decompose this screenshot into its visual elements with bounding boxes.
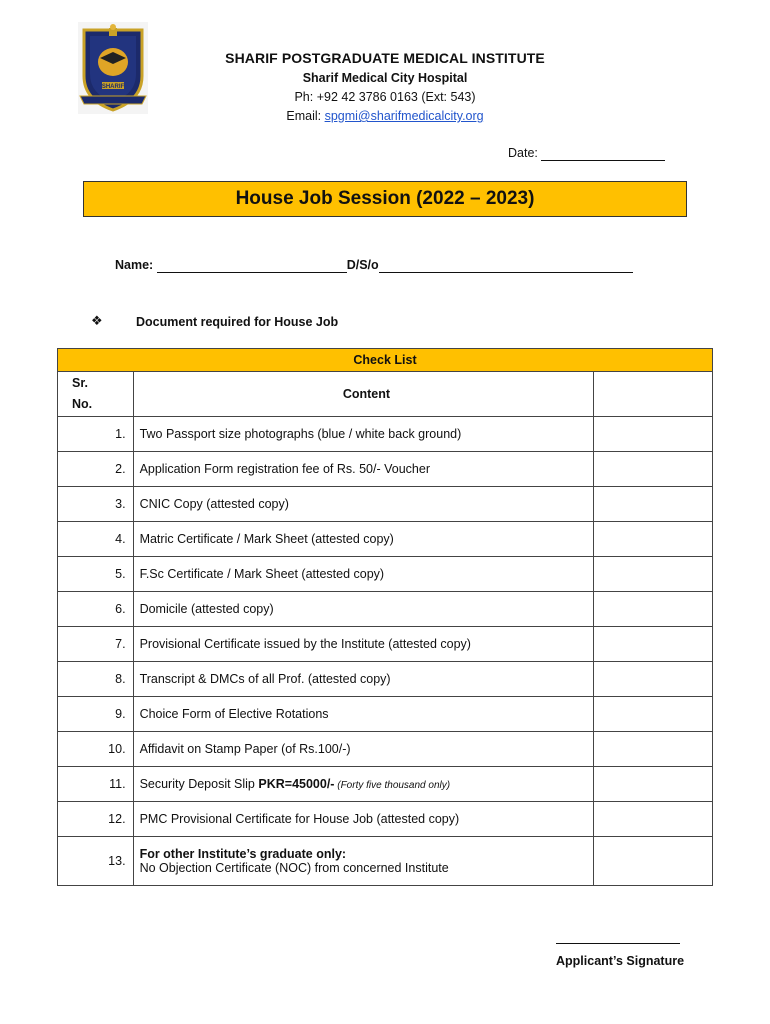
email-link[interactable]: spgmi@sharifmedicalcity.org xyxy=(324,109,484,123)
row-check-box[interactable] xyxy=(594,837,713,886)
row-content: PMC Provisional Certificate for House Job (attested copy) xyxy=(133,802,594,837)
row-check-box[interactable] xyxy=(594,802,713,837)
checklist-title: Check List xyxy=(58,349,713,372)
row-check-box[interactable] xyxy=(594,767,713,802)
institute-logo xyxy=(78,22,148,114)
diamond-bullet-icon: ❖ xyxy=(91,313,103,328)
signature-label: Applicant’s Signature xyxy=(556,954,685,968)
name-field[interactable] xyxy=(115,258,633,273)
institute-name: SHARIF POSTGRADUATE MEDICAL INSTITUTE xyxy=(225,50,545,66)
row-sr-no: 3. xyxy=(58,487,134,522)
sr-no-header: Sr. No. xyxy=(58,372,134,417)
row-sr-no: 8. xyxy=(58,662,134,697)
row-sr-no: 4. xyxy=(58,522,134,557)
row-sr-no: 12. xyxy=(58,802,134,837)
row-content: Choice Form of Elective Rotations xyxy=(133,697,594,732)
table-row xyxy=(58,802,713,837)
phone-number: Ph: +92 42 3786 0163 (Ext: 543) xyxy=(294,90,476,104)
table-row xyxy=(58,557,713,592)
row-content: For other Institute’s graduate only: No Objection Certificate (NOC) from concerned Institute xyxy=(133,837,594,886)
hospital-name: Sharif Medical City Hospital xyxy=(302,71,468,85)
row-content: Matric Certificate / Mark Sheet (attested copy) xyxy=(133,522,594,557)
table-row xyxy=(58,417,713,452)
row-sr-no: 11. xyxy=(58,767,134,802)
dso-label: D/S/o xyxy=(346,258,379,272)
row-sr-no: 7. xyxy=(58,627,134,662)
checklist-table xyxy=(57,348,713,886)
table-row xyxy=(58,697,713,732)
session-title: House Job Session (2022 – 2023) xyxy=(83,181,687,217)
table-row xyxy=(58,627,713,662)
check-column-header xyxy=(594,372,713,417)
email-line xyxy=(190,109,580,123)
row-sr-no: 9. xyxy=(58,697,134,732)
row-sr-no: 6. xyxy=(58,592,134,627)
row-sr-no: 13. xyxy=(58,837,134,886)
row-content: Domicile (attested copy) xyxy=(133,592,594,627)
table-row xyxy=(58,837,713,886)
row-content: Two Passport size photographs (blue / white back ground) xyxy=(133,417,594,452)
content-header: Content xyxy=(133,372,594,417)
table-row xyxy=(58,487,713,522)
row-sr-no: 10. xyxy=(58,732,134,767)
table-row xyxy=(58,767,713,802)
row-check-box[interactable] xyxy=(594,487,713,522)
logo-text: SHARIF xyxy=(101,84,125,90)
row-content: CNIC Copy (attested copy) xyxy=(133,487,594,522)
row-sr-no: 2. xyxy=(58,452,134,487)
table-row xyxy=(58,522,713,557)
row-check-box[interactable] xyxy=(594,697,713,732)
name-label: Name: xyxy=(115,258,154,272)
email-label: Email: xyxy=(286,109,325,123)
name-blank[interactable] xyxy=(157,258,347,273)
row-check-box[interactable] xyxy=(594,557,713,592)
date-blank[interactable] xyxy=(541,146,665,161)
row-content: Security Deposit Slip PKR=45000/- (Forty five thousand only) xyxy=(133,767,594,802)
table-row xyxy=(58,732,713,767)
row-content: Affidavit on Stamp Paper (of Rs.100/-) xyxy=(133,732,594,767)
document-required-heading: Document required for House Job xyxy=(136,315,339,329)
dso-blank[interactable] xyxy=(379,258,633,273)
row-check-box[interactable] xyxy=(594,662,713,697)
row-check-box[interactable] xyxy=(594,522,713,557)
row-sr-no: 1. xyxy=(58,417,134,452)
row-check-box[interactable] xyxy=(594,592,713,627)
row-sr-no: 5. xyxy=(58,557,134,592)
row-check-box[interactable] xyxy=(594,452,713,487)
row-content: Application Form registration fee of Rs. 50/- Voucher xyxy=(133,452,594,487)
date-field[interactable] xyxy=(508,146,665,161)
table-row xyxy=(58,592,713,627)
row-check-box[interactable] xyxy=(594,417,713,452)
row-content: F.Sc Certificate / Mark Sheet (attested copy) xyxy=(133,557,594,592)
row-content: Transcript & DMCs of all Prof. (attested copy) xyxy=(133,662,594,697)
date-label: Date: xyxy=(508,146,538,160)
row-content: Provisional Certificate issued by the Institute (attested copy) xyxy=(133,627,594,662)
table-row xyxy=(58,452,713,487)
row-check-box[interactable] xyxy=(594,627,713,662)
signature-line[interactable] xyxy=(556,942,680,944)
table-row xyxy=(58,662,713,697)
row-check-box[interactable] xyxy=(594,732,713,767)
